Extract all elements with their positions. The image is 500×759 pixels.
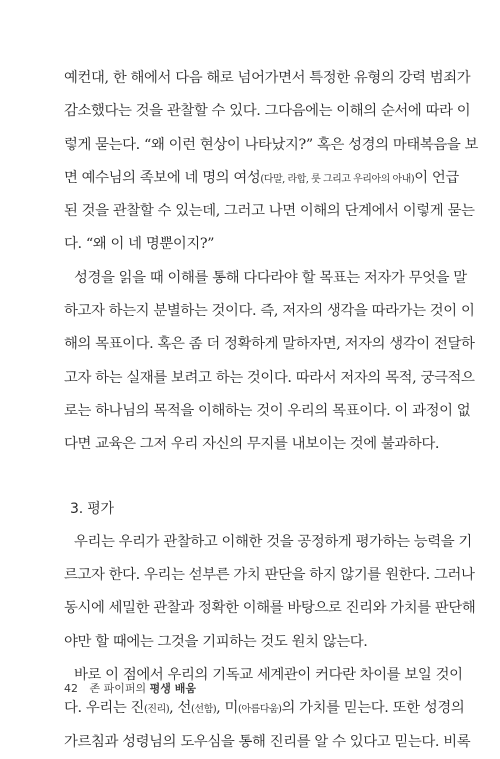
body-text — [64, 62, 479, 759]
paragraph-1-line-3: 렇게 묻는다. “왜 이런 현상이 나타났지?” 혹은 성경의 마태복음을 보 — [64, 136, 479, 153]
women-names-annotation: (다말, 라합, 룻 그리고 우리아의 아내) — [260, 173, 415, 185]
paragraph-1-line-4 — [64, 162, 459, 195]
paragraph-4-line-2-c: , 미 — [216, 700, 238, 717]
paragraph-1-line-1: 예컨대, 한 해에서 다음 해로 넘어가면서 특정한 유형의 강력 범죄가 — [64, 70, 471, 86]
paragraph-4-line-1: 바로 이 점에서 우리의 기독교 세계관이 커다란 차이를 보일 것이 — [74, 667, 463, 684]
paragraph-2-line-4: 고자 하는 실재를 보려고 하는 것이다. 따라서 저자의 목적, 궁극적으 — [64, 369, 475, 386]
page-footer — [64, 680, 196, 696]
paragraph-2-line-2: 하고자 하는지 분별하는 것이다. 즉, 저자의 생각을 따라가는 것이 이 — [64, 303, 475, 320]
paragraph-3-line-4: 야만 할 때에는 그것을 기피하는 것도 원치 않는다. — [64, 633, 368, 650]
truth-annotation: (진리) — [144, 704, 170, 716]
paragraph-3-line-2: 르고자 한다. 우리는 섣부른 가치 판단을 하지 않기를 원한다. 그러나 — [64, 567, 475, 584]
paragraph-4-line-2-d: 의 가치를 믿는다. 또한 성경의 — [281, 700, 465, 717]
footer-book-title-text: 평생 배움 — [149, 682, 196, 695]
beauty-annotation: (아름다움) — [238, 704, 282, 716]
footer-author: 존 파이퍼의 — [89, 682, 147, 695]
paragraph-4-line-2-b: , 선 — [169, 700, 192, 717]
paragraph-3-line-3: 동시에 세밀한 관찰과 정확한 이해를 바탕으로 진리와 가치를 판단해 — [64, 600, 476, 617]
paragraph-2-line-1: 성경을 읽을 때 이해를 통해 다다라야 할 목표는 저자가 무엇을 말 — [74, 269, 467, 286]
paragraph-1-line-2: 감소했다는 것을 관찰할 수 있다. 그다음에는 이해의 순서에 따라 이 — [64, 103, 471, 120]
paragraph-4-line-2-a: 다. 우리는 진 — [64, 700, 145, 717]
paragraph-2-line-5: 로는 하나님의 목적을 이해하는 것이 우리의 목표이다. 이 과정이 없 — [64, 402, 471, 419]
paragraph-2-line-6: 다면 교육은 그저 우리 자신의 무지를 내보이는 것에 불과하다. — [64, 436, 440, 453]
paragraph-2-line-3: 해의 목표이다. 혹은 좀 더 정확하게 말하자면, 저자의 생각이 전달하 — [64, 336, 475, 353]
paragraph-1-line-5: 된 것을 관찰할 수 있는데, 그러고 나면 이해의 단계에서 이렇게 묻는 — [64, 203, 475, 220]
page-number: 42 — [64, 682, 78, 695]
section-spacer — [64, 462, 442, 493]
section-heading: 3. 평가 — [70, 500, 114, 517]
paragraph-4-line-3: 가르침과 성령님의 도우심을 통해 진리를 알 수 있다고 믿는다. 비록 — [64, 733, 471, 750]
paragraph-4-line-2 — [64, 692, 465, 725]
paragraph-1-line-6: 다. “왜 이 네 명뿐이지?” — [64, 236, 215, 253]
paragraph-1-line-4-start: 면 예수님의 족보에 네 명의 여성 — [64, 169, 261, 186]
paragraph-1-line-4-end: 이 언급 — [414, 169, 459, 186]
goodness-annotation: (선함) — [191, 704, 217, 716]
paragraph-3-line-1: 우리는 우리가 관찰하고 이해한 것을 공정하게 평가하는 능력을 기 — [74, 533, 472, 550]
footer-book-title — [150, 682, 196, 695]
